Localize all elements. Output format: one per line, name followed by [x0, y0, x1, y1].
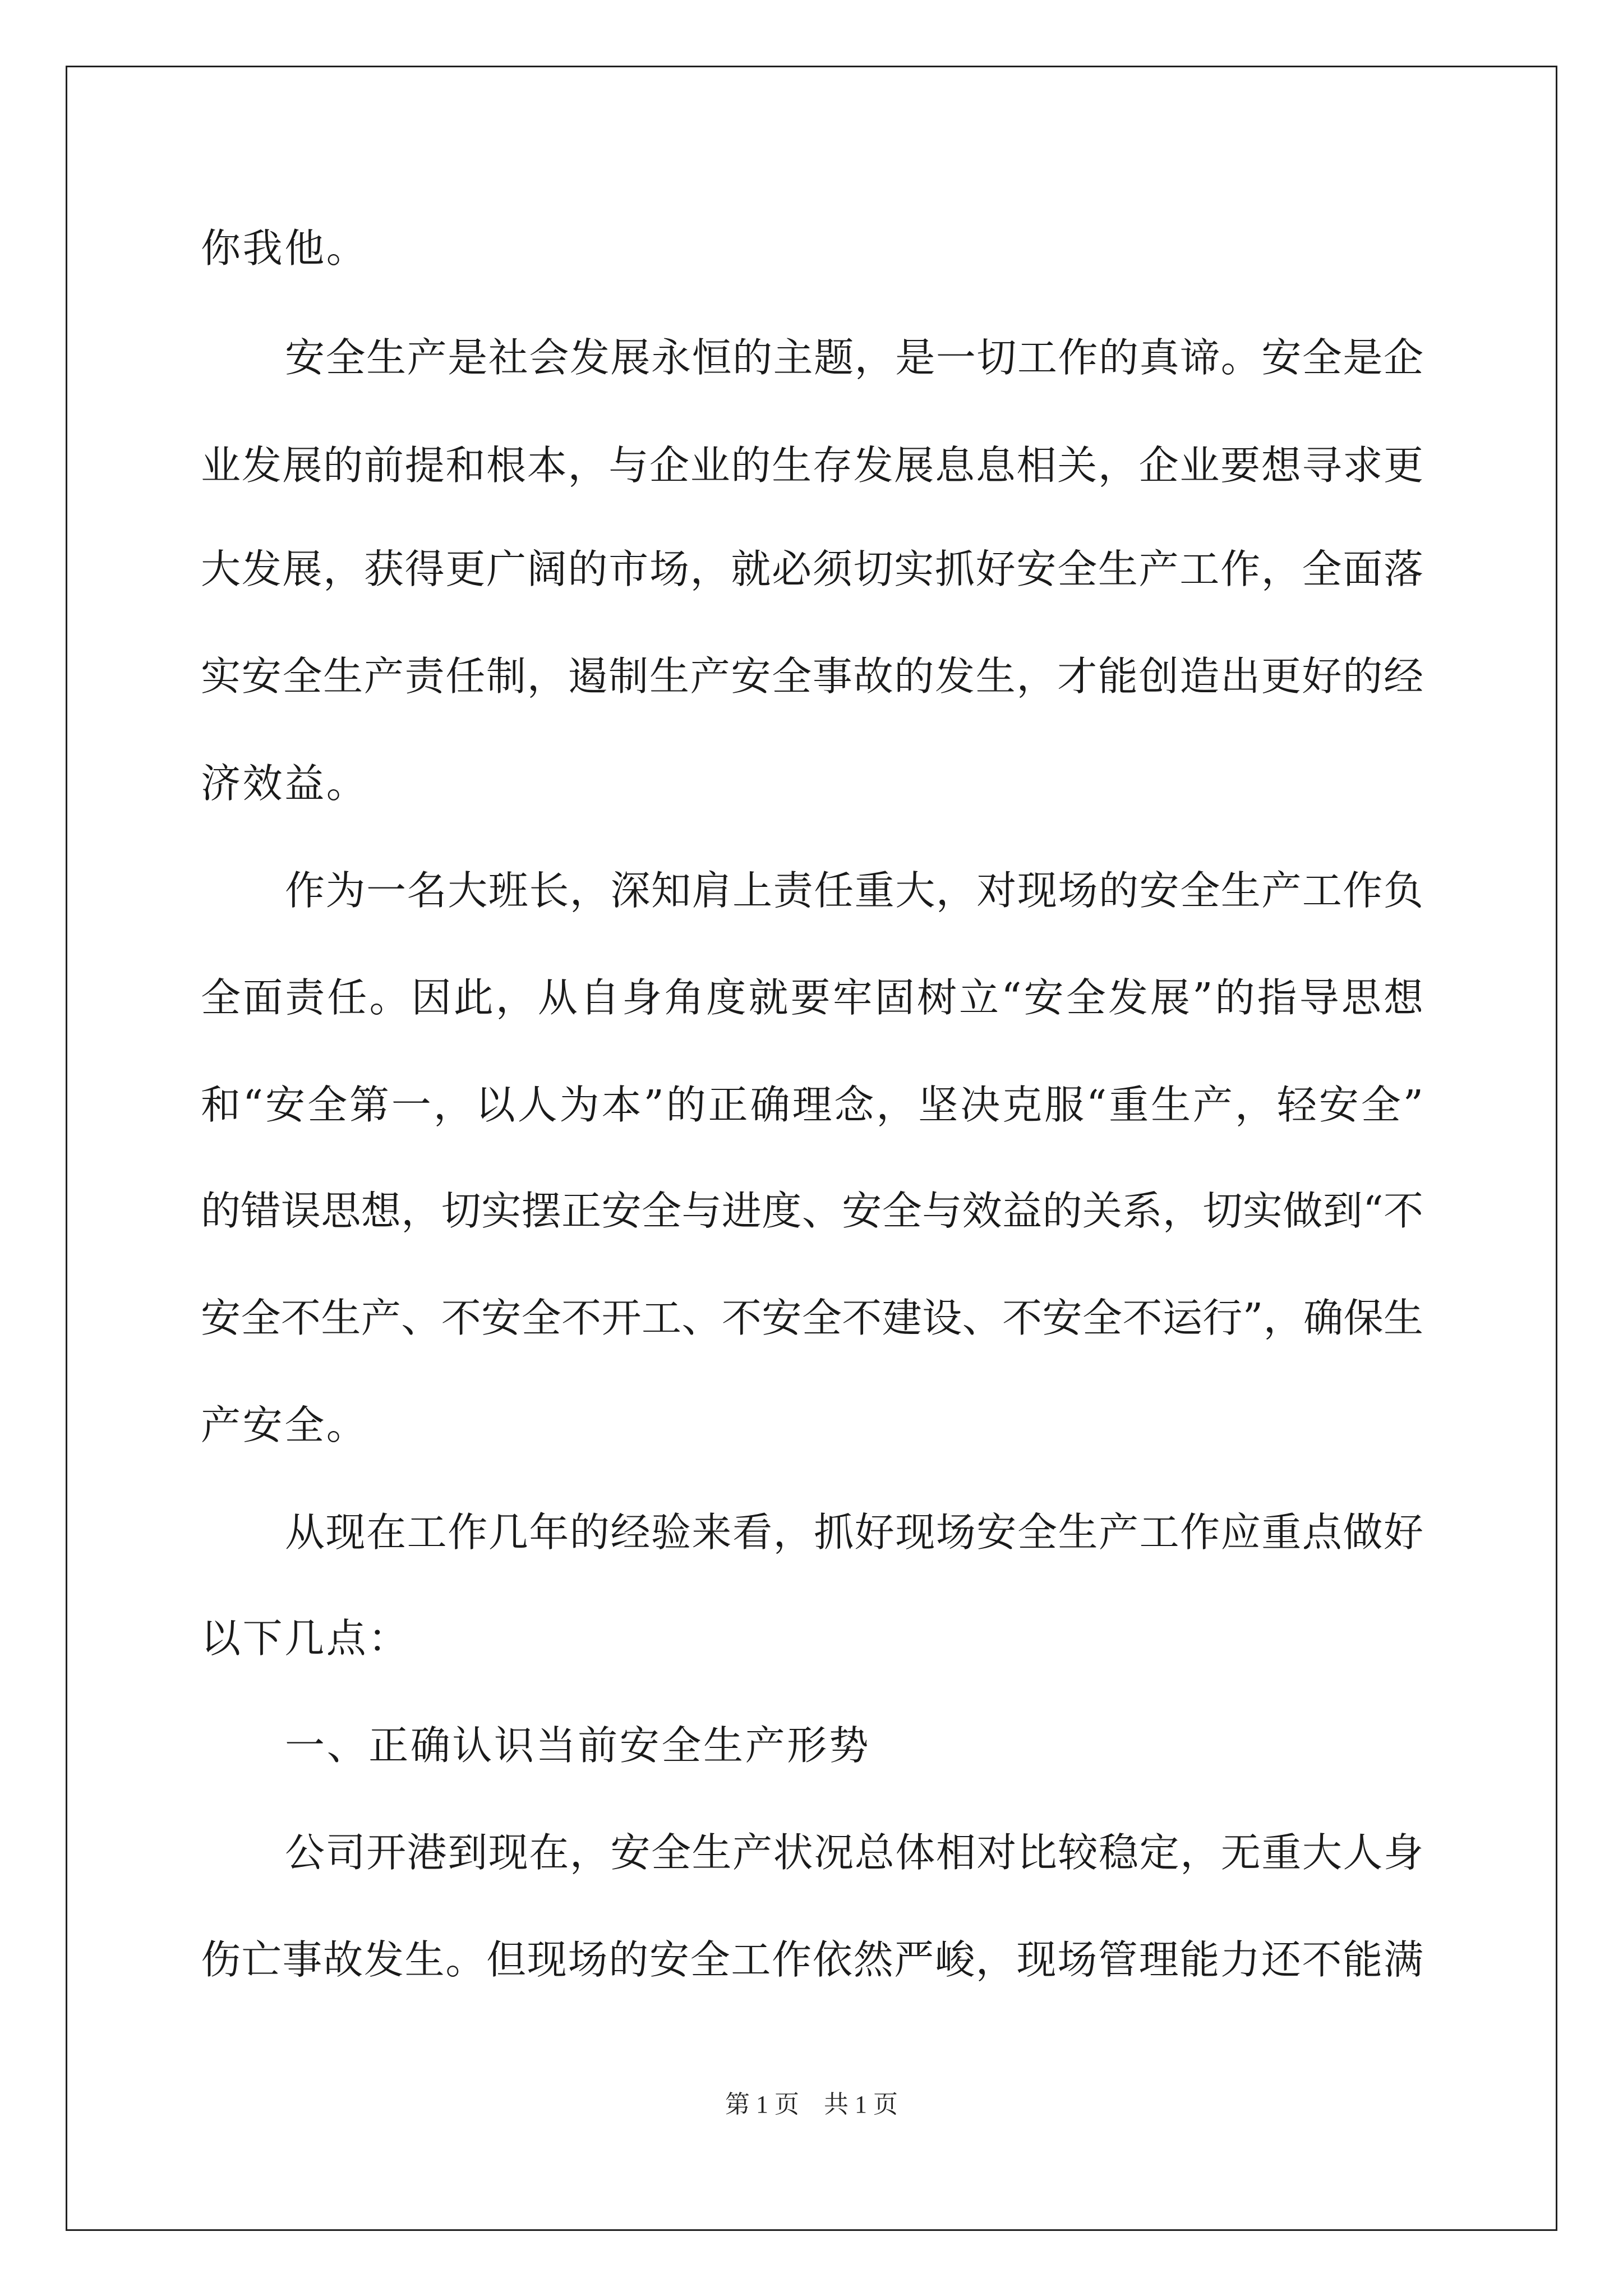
- text-line: 你我他。: [201, 225, 368, 272]
- text-line: 伤亡事故发生。但现场的安全工作依然严峻，现场管理能力还不能满: [201, 1936, 1423, 1983]
- section-heading: 一、正确认识当前安全生产形势: [285, 1722, 871, 1769]
- text-line: 作为一名大班长，深知肩上责任重大，对现场的安全生产工作负: [285, 867, 1423, 914]
- text-line: 以下几点：: [201, 1615, 411, 1662]
- text-line: 大发展，获得更广阔的市场，就必须切实抓好安全生产工作，全面落: [201, 546, 1423, 592]
- page-border: [66, 66, 1557, 2231]
- text-line: 济效益。: [201, 760, 368, 807]
- text-line: 的错误思想，切实摆正安全与进度、安全与效益的关系，切实做到“不: [201, 1188, 1423, 1234]
- text-line: 业发展的前提和根本，与企业的生存发展息息相关，企业要想寻求更: [201, 442, 1423, 489]
- page-number-footer: 第 1 页 共 1 页: [725, 2091, 898, 2118]
- text-line: 全面责任。因此，从自身角度就要牢固树立“安全发展”的指导思想: [201, 974, 1423, 1021]
- text-line: 实安全生产责任制，遏制生产安全事故的发生，才能创造出更好的经: [201, 653, 1423, 700]
- text-line: 产安全。: [201, 1402, 368, 1448]
- text-line: 公司开港到现在，安全生产状况总体相对比较稳定，无重大人身: [285, 1829, 1423, 1876]
- text-line: 安全不生产、不安全不开工、不安全不建设、不安全不运行”，确保生: [201, 1295, 1423, 1341]
- text-line: 从现在工作几年的经验来看，抓好现场安全生产工作应重点做好: [285, 1509, 1423, 1556]
- text-line: 安全生产是社会发展永恒的主题，是一切工作的真谛。安全是企: [285, 334, 1423, 381]
- text-line: 和“安全第一，以人为本”的正确理念，坚决克服“重生产，轻安全”: [201, 1082, 1423, 1128]
